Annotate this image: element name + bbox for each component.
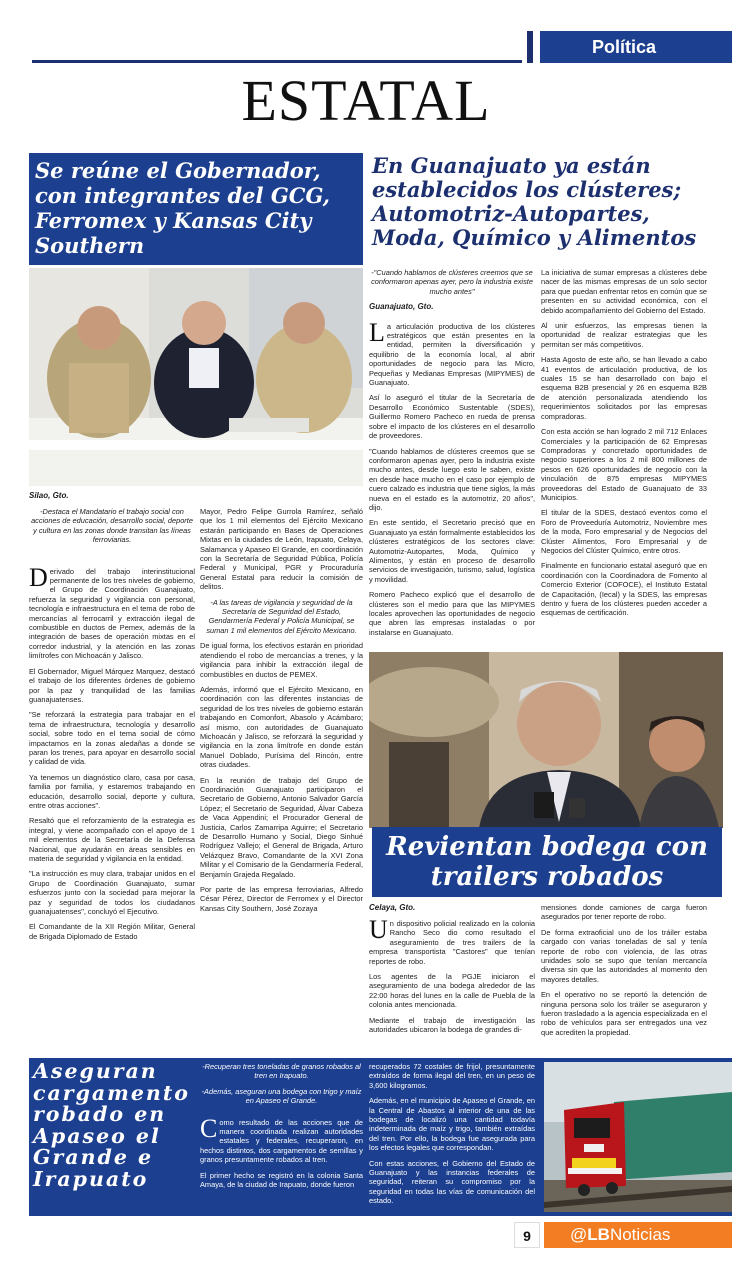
article2-paragraph-7: Al unir esfuerzos, las empresas tienen la oportunidad de realizar estrategias que les permitan ser más competitivos. bbox=[541, 321, 707, 349]
article3-column-a bbox=[369, 915, 535, 1040]
article4-lead-1: -Recuperan tres toneladas de granos robados al tren en Irapuato. bbox=[202, 1062, 361, 1081]
article1-subhead: -A las tareas de vigilancia y seguridad de la Secretaría de Seguridad del Estado, Gendarmería Federal y Policía Municipal, se suman 1 mil elementos del Ejército Mexicano. bbox=[206, 597, 357, 635]
article2-paragraph-10: El titular de la SDES, destacó eventos como el Foro de Proveeduría Automotriz, Noviembre mes de la moda, Foro empresarial y de Negocios del Clúster Alimentos, Foro Empresarial y de Negocios del Clúster Químico, entre otros. bbox=[541, 508, 707, 555]
article4-column-b bbox=[369, 1062, 535, 1212]
article2-paragraph-9: Con esta acción se han logrado 2 mil 712 Enlaces Comerciales y la participación de 62 Empresas Compradoras y concretado oportunidades de negocio superiores a los 2 mil 800 millones de pesos en 626 oportunidades de negocio con la vinculación de 875 empresas MIPYMES proveedoras del Estado de Guanajuato de 33 Municipios. bbox=[541, 427, 707, 502]
dropcap: L bbox=[369, 317, 385, 347]
dropcap: C bbox=[200, 1113, 218, 1143]
article2-paragraph-6: La iniciativa de sumar empresas a clústeres debe nacer de las mismas empresas de un solo sector para que puedan enfrentar retos en común que se presenten en su actividad económica, con el debido acompañamiento del Gobierno del Estado. bbox=[541, 268, 707, 315]
article2-paragraph-4: En este sentido, el Secretario precisó que en Guanajuato ya están formalmente establecidos los clústeres estratégicos de los sectores clave: Automotriz-Autopartes, Moda, Químico y Alimentos, y están en proceso de desarrollo servicios de investigación, turismo, salud, logística y movilidad. bbox=[369, 518, 535, 584]
article2-paragraph-8: Hasta Agosto de este año, se han llevado a cabo 41 eventos de articulación productiva, de los cuales 15 se han desarrollado con bajo el esquema B2B presencial y 26 en esquema B2B de atención personalizada atendiendo los requerimientos solicitados por las empresas compradoras. bbox=[541, 355, 707, 421]
article2-paragraph-5: Romero Pacheco explicó que el desarrollo de clústeres son el medio para que las MIPYMES locales aprovechen las oportunidades de negocio que abren las empresas instaladas o por instalarse en Guanajuato. bbox=[369, 590, 535, 637]
section-label: Política bbox=[540, 31, 732, 63]
article3-headline: Revientan bodega con trailers robados bbox=[372, 827, 722, 897]
article2-column-b bbox=[541, 268, 707, 624]
brand-name: Noticias bbox=[609, 1225, 671, 1244]
article1-lead: -Destaca el Mandatario el trabajo social con acciones de educación, desarrollo social, deporte y cultura en las zonas donde transitan las líneas ferroviarias. bbox=[31, 507, 193, 545]
article4-lead-2: -Además, aseguran una bodega con trigo y maíz en Apaseo el Grande. bbox=[201, 1086, 362, 1106]
article2-dateline: Guanajuato, Gto. bbox=[369, 302, 434, 312]
article1-paragraph-2: El Gobernador, Miguel Márquez Marquez, destacó el trabajo de los diferentes órdenes de gobierno por la paz y tranquilidad de las familias guanajuatenses. bbox=[29, 666, 195, 704]
article4-paragraph-1 bbox=[200, 1113, 363, 1165]
article2-paragraph-2: Así lo aseguró el titular de la Secretaría de Desarrollo Económico Sustentable (SDES), Guillermo Romero Pacheco en rueda de prensa sobre el impacto de los clústeres en el desarrollo de proveedores. bbox=[369, 393, 535, 441]
article1-paragraph-7: El Comandante de la XII Región Militar, General de Brigada Diplomado de Estado bbox=[29, 922, 195, 941]
article2-paragraph-1 bbox=[369, 317, 535, 388]
article3-column-b bbox=[541, 903, 707, 1043]
article4-paragraph-4: Además, en el municipio de Apaseo el Grande, en la Central de Abastos al interior de una de las bodegas de localizó una cantidad todavía indeterminada de maíz y trigo, también extraídas del tren. Por ello, la bodega fue asegurada para los efectos legales que correspondan. bbox=[369, 1096, 535, 1153]
article3-dateline: Celaya, Gto. bbox=[369, 903, 416, 912]
article2-column-a bbox=[369, 268, 535, 643]
article3-paragraph-1-text: n dispositivo policial realizado en la colonia Rancho Seco dio como resultado el aseguramiento de tres trailers de la empresa transportista "Castores" que tenían reportes de robo. bbox=[369, 919, 535, 966]
article1-paragraph-13: Por parte de las empresa ferroviarias, Alfredo César Pérez, Director de Ferromex y el Director Kansas City Southern, José Zozaya bbox=[200, 885, 363, 913]
secretary-photo bbox=[369, 652, 723, 828]
article4-paragraph-5: Con estas acciones, el Gobierno del Estado de Guanajuato y las instancias federales de seguridad, reiteran su compromiso por la seguridad en todas las vías de comunicación del estado. bbox=[369, 1158, 535, 1206]
article1-paragraph-5: Resaltó que el reforzamiento de la estrategia es integral, y viene acompañado con el apoyo de 1 mil elementos de la Secretaría de la Defensa Nacional, que ayudarán en áreas sensibles en materia de seguridad y vigilancia en la entidad. bbox=[29, 816, 195, 863]
article4-headline: Aseguran cargamento robado en Apaseo el Grande e Irapuato bbox=[33, 1059, 190, 1191]
article1-headline: Se reúne el Gobernador, con integrantes del GCG, Ferromex y Kansas City Southern bbox=[29, 153, 363, 265]
article2-paragraph-3: "Cuando hablamos de clústeres creemos que se conformaron apenas ayer, pero la industria existe mucho antes, desde luego esto le saben, existe en desde hace mucho en el caso por ejemplo de cuero calzado es industria que tiene siglos, la más nueva en el estado es la automotriz, 20 años", dijo. bbox=[369, 446, 535, 512]
meeting-photo bbox=[29, 268, 363, 486]
article2-headline: En Guanajuato ya están establecidos los clústeres; Automotriz-Autopartes, Moda, Químico y Alimentos bbox=[372, 153, 697, 250]
article1-paragraph-11: Además, informó que el Ejército Mexicano, en coordinación con las diferentes instancias de seguridad de los tres niveles de gobierno estarán trabajando en Comonfort, Abasolo y Acámbaro; así mismo, con autoridades de Guanajuato Michoacán y Jalisco, se reforzará la seguridad y vigilancia en la zona limítrofe en donde están Manuel Doblado, Purísima del Rincón, entre otras ciudades. bbox=[200, 684, 363, 770]
page-number: 9 bbox=[514, 1222, 540, 1248]
article1-paragraph-1 bbox=[29, 562, 195, 661]
article3-paragraph-1 bbox=[369, 915, 535, 966]
train-photo bbox=[544, 1062, 732, 1212]
article3-paragraph-6: En el operativo no se reportó la detención de ninguna persona solo los tráiler se aseguraron y fueron trasladado a la agencia especializada en el robo de vehículos para ser entregados una vez que acrediten la propiedad. bbox=[541, 990, 707, 1037]
masthead-title: ESTATAL bbox=[241, 68, 491, 133]
section-tab-marker bbox=[527, 31, 533, 63]
article2-paragraph-1-text: a articulación productiva de los clústeres estratégicos que están presentes en la entidad, permiten la diversificación y equilibrio de la economía local, al abrir oportunidades de negocio para las Micro, Pequeñas y Medianas Empresas (MIPYMES) de Guanajuato. bbox=[369, 321, 535, 388]
article1-paragraph-10: De igual forma, los efectivos estarán en prioridad atendiendo el robo de mercancías a trenes, y la vigilancia para inhibir la extracción ilegal de combustibles en ductos de PEMEX. bbox=[200, 641, 363, 679]
article1-paragraph-6: "La instrucción es muy clara, trabajar unidos en el Grupo de Coordinación Guanajuato, sumar esfuerzos junto con la sociedad para mejorar la paz y seguridad de todos los ciudadanos guanajuatenses", concluyó el Ejecutivo. bbox=[29, 869, 195, 917]
article1-paragraph-4: Ya tenemos un diagnóstico claro, casa por casa, familia por familia, y estaremos trabajando en educación, desarrollo social, deporte y cultura, entre otras acciones". bbox=[29, 772, 195, 810]
article4-column-a bbox=[200, 1062, 363, 1195]
article3-paragraph-3: Mediante el trabajo de investigación las autoridades ubicaron la bodega de grandes di- bbox=[369, 1015, 535, 1035]
article4-paragraph-3: recuperados 72 costales de frijol, presuntamente extraídos de forma ilegal del tren, en un peso de 3,600 kilogramos. bbox=[369, 1062, 535, 1090]
article1-column-b bbox=[200, 507, 363, 919]
article3-paragraph-4: mensiones donde camiones de carga fueron asegurados por tener reporte de robo. bbox=[541, 903, 707, 922]
brand-bold: LB bbox=[587, 1225, 610, 1244]
article1-column-a bbox=[29, 507, 195, 947]
article3-paragraph-2: Los agentes de la PGJE iniciaron el aseguramiento de una bodega alrededor de las 22:00 horas del lunes en la calle de Puebla de la colonia antes mencionada. bbox=[369, 972, 535, 1010]
header-rule bbox=[32, 60, 522, 63]
article1-dateline: Silao, Gto. bbox=[29, 491, 69, 500]
article2-paragraph-11: Finalmente en funcionario estatal aseguró que en coordinación con la Coordinadora de Fomento al Comercio Exterior (COFOCE), el Instituto Estatal de Capacitación, (Iecal) y la SDES, las empresas dentro y fuera de los clústeres pueden acceder a esquemas de certificación. bbox=[541, 561, 707, 618]
brand-logo bbox=[544, 1222, 732, 1248]
article1-paragraph-8: Mayor, Pedro Felipe Gurrola Ramírez, señaló que los 1 mil elementos del Ejército Mexicano estarán participando en Bases de Operaciones Mixtas en la ciudades de León, Irapuato, Celaya, Salamanca y Apaseo El Grande, en coordinación con la Secretaría de Seguridad Pública, Policía Federal y Municipal, PGR y Procuraduría General Estatal para reducir la comisión de delitos. bbox=[200, 507, 363, 592]
article4-paragraph-1-text: omo resultado de las acciones que de manera coordinada realizan autoridades estatales y federales, recuperaron, en hechos distintos, dos cargamentos de semillas y granos presuntamente robados al tren. bbox=[200, 1117, 363, 1165]
article3-paragraph-5: De forma extraoficial uno de los tráiler estaba cargado con varias toneladas de sal y tenía reporte de robo con violencia, de las otras unidades solo se supo que tenían mercancía diversa sin que las autoridades al momento den mayores detalles. bbox=[541, 927, 707, 984]
brand-prefix: @ bbox=[570, 1225, 588, 1244]
article4-paragraph-2: El primer hecho se registró en la colonia Santa Amaya, de la ciudad de Irapuato, donde fueron bbox=[200, 1170, 363, 1190]
article1-paragraph-1-text: erivado del trabajo interinstitucional permanente de los tres niveles de gobierno, el Grupo de Coordinación Guanajuato, refuerza la seguridad y vigilancia con personal, tecnología e infraestructura en el tema de robo de mercancías al ferrocarril y extracción ilegal de combustible en ductos de Pemex, además de la integración de bases de operación mixtas en el corredor industrial, y la atención en las zonas limítrofes con Michoacán y Jalisco. bbox=[29, 566, 195, 661]
article2-lead: -"Cuando hablamos de clústeres creemos que se conformaron apenas ayer, pero la industria existe mucho antes" bbox=[371, 268, 533, 296]
dropcap: U bbox=[369, 915, 388, 944]
article1-paragraph-3: "Se reforzará la estrategia para trabajar en el tema de infraestructura, tecnología y desarrollo social, sobre todo en el tema social de cómo impactamos en la zonas aledañas a donde se paran los trenes, para apoyar en desarrollo social y calidad de vida. bbox=[29, 710, 195, 767]
article1-paragraph-12: En la reunión de trabajo del Grupo de Coordinación Guanajuato participaron el Secretario de Gobierno, Antonio Salvador García López; el Secretario de Seguridad, Álvar Cabeza de Vaca Appendini; el Procurador General de Justicia, Carlos Zamarripa Aguirre; el Secretario de Desarrollo Humano y Social, Diego Sinhué Rodríguez Vallejo; el General de Brigada, Arturo Velázquez Bravo, Comandante de la XVI Zona Militar y el Comisario de la Gendarmería Federal, Benjamín Grajeda Regalado. bbox=[200, 775, 363, 879]
dropcap: D bbox=[29, 562, 48, 592]
